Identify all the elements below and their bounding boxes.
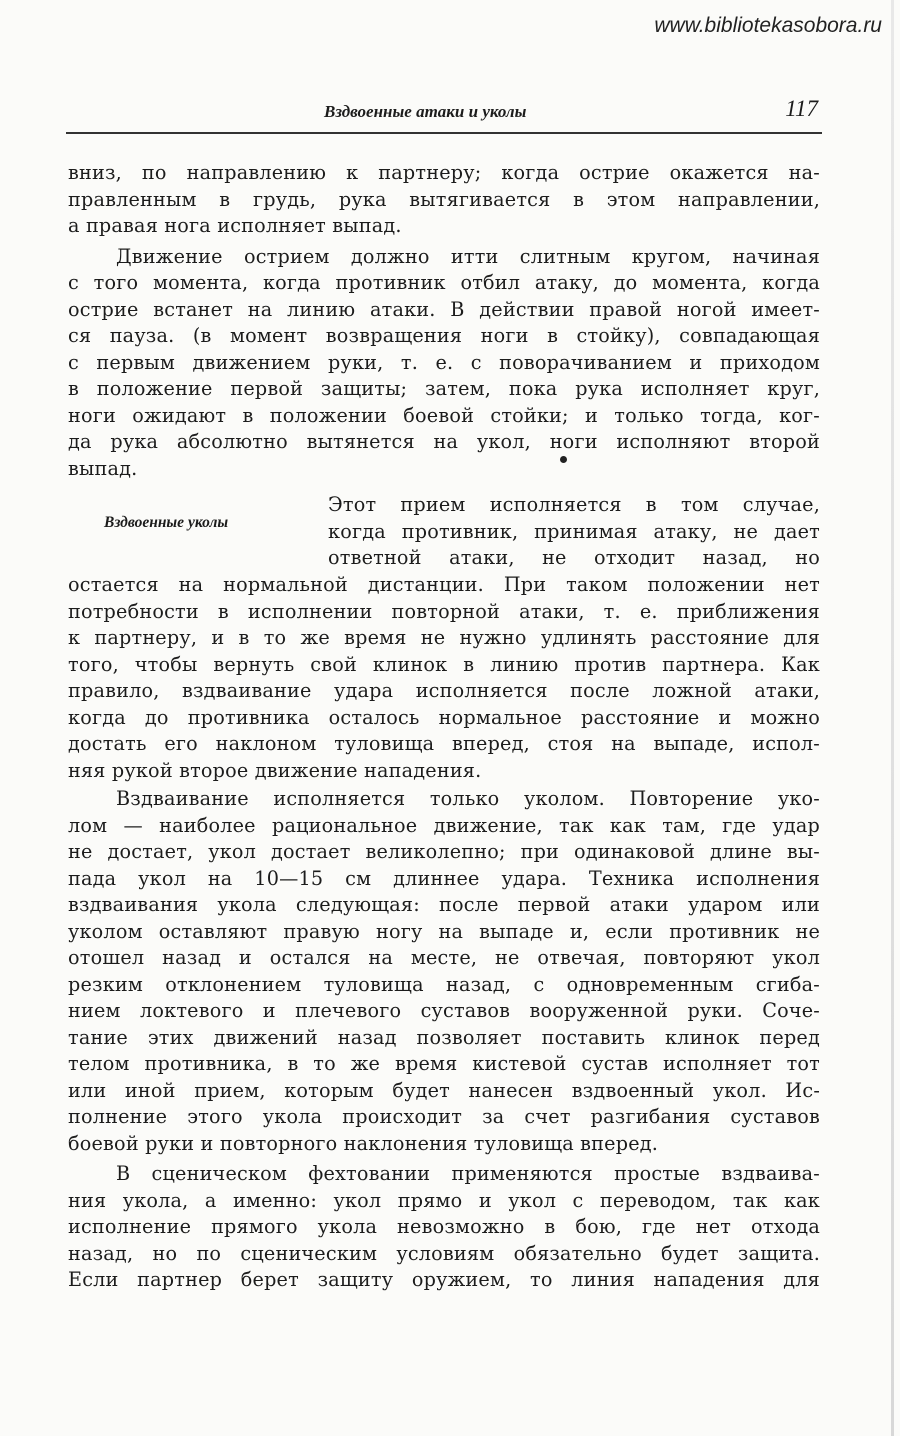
text-line: остается на нормальной дистанции. При таком положении нет [68,573,820,596]
text-line: нием локтевого и плечевого суставов вооруженной руки. Соче- [68,999,820,1022]
text-line: с первым движением руки, т. е. с поворачиванием и приходом [68,350,820,374]
text-line: Движение острием должно итти слитным кругом, начиная [116,244,820,268]
section-side-lines [328,492,820,572]
page-edge [891,0,894,1436]
text-line: не достает, укол достает великолепно; при одинаковой длине вы- [68,840,820,863]
text-line: а правая нога исполняет выпад. [68,214,402,237]
text-line: Если партнер берет защиту оружием, то линия нападения для [68,1268,820,1291]
text-line: достать его наклоном туловища вперед, стоя на выпаде, испол- [68,732,820,755]
text-line: В сценическом фехтовании применяются простые вздваива- [116,1162,820,1185]
text-line: с того момента, когда противник отбил атаку, до момента, когда [68,271,820,294]
paragraph-5 [68,1161,820,1294]
text-line: ответной атаки, не отходит назад, но [328,546,820,569]
paragraph-2 [68,244,820,483]
paragraph-4 [68,786,820,1157]
section-intro [68,492,820,572]
text-line: или иной прием, которым будет нанесен вздвоенный укол. Ис- [68,1078,820,1102]
text-line: когда противник, принимая атаку, не дает [328,519,820,543]
text-line: полнение этого укола происходит за счет разгибания суставов [68,1105,820,1128]
text-line: тание этих движений назад позволяет поставить клинок перед [68,1025,820,1049]
paragraph-3 [68,572,820,784]
watermark-url: www.bibliotekasobora.ru [654,14,882,37]
text-line: няя рукой второе движение нападения. [68,758,482,782]
text-line: того, чтобы вернуть свой клинок в линию против партнера. Как [68,652,820,676]
text-line: когда до противника осталось нормальное расстояние и можно [68,705,820,729]
running-header [66,96,822,134]
text-line: лом — наиболее рациональное движение, так как там, где удар [68,813,820,837]
text-line: исполнение прямого укола невозможно в бою, где нет отхода [68,1215,820,1238]
text-line: вздваивания укола следующая: после первой атаки ударом или [68,893,820,916]
text-line: к партнеру, и в то же время не нужно удлинять расстояние для [68,626,820,649]
text-line: Этот прием исполняется в том случае, [328,493,820,516]
text-line: боевой руки и повторного наклонения туловища вперед. [68,1131,659,1155]
body-text [68,160,820,1294]
text-line: в положение первой защиты; затем, пока рука исполняет круг, [68,377,820,400]
text-line: потребности в исполнении повторной атаки, т. е. приближения [68,599,820,623]
text-line: ся пауза. (в момент возвращения ноги в стойку), совпадающая [68,324,820,347]
text-line: пада укол на 10—15 см длиннее удара. Техника исполнения [68,866,820,890]
text-line: правило, вздваивание удара исполняется после ложной атаки, [68,679,820,702]
text-line: выпад. [68,456,138,480]
text-line: отошел назад и остался на месте, не отвечая, повторяют укол [68,946,820,969]
text-line: ния укола, а именно: укол прямо и укол с переводом, так как [68,1188,820,1212]
section-side-heading: Вздвоенные уколы [104,514,229,531]
page-number: 117 [785,96,818,121]
text-line: Вздваивание исполняется только уколом. Повторение уко- [116,787,820,810]
text-line: ноги ожидают в положении боевой стойки; и только тогда, ког- [68,403,820,427]
running-title: Вздвоенные атаки и уколы [324,102,527,121]
text-line: назад, но по сценическим условиям обязательно будет защита. [68,1241,820,1265]
text-line: вниз, по направлению к партнеру; когда острие окажется на- [68,161,820,184]
text-line: резким отклонением туловища назад, с одновременным сгиба- [68,972,820,996]
paragraph-1 [68,160,820,240]
text-line: телом противника, в то же время кистевой сустав исполняет тот [68,1052,820,1075]
text-line: уколом оставляют правую ногу на выпаде и, если противник не [68,919,820,943]
text-line: острие встанет на линию атаки. В действии правой ногой имеет- [68,297,820,321]
text-line: правленным в грудь, рука вытягивается в этом направлении, [68,187,820,211]
text-line: да рука абсолютно вытянется на укол, ноги исполняют второй [68,430,820,453]
